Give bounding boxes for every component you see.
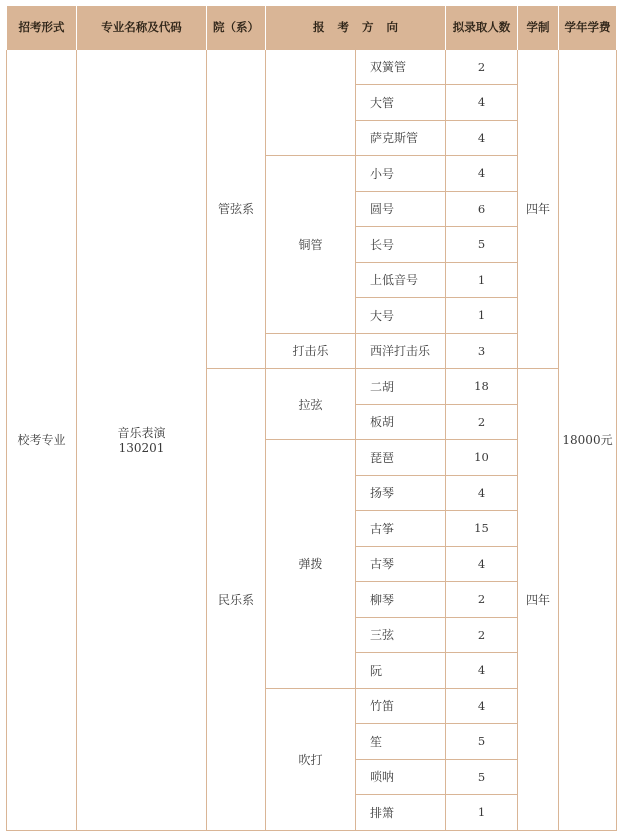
- header-quota: 拟录取人数: [446, 6, 518, 49]
- header-major-name-code: 专业名称及代码: [77, 6, 207, 49]
- direction-cell: 大管: [356, 85, 446, 121]
- direction-cell: 小号: [356, 156, 446, 192]
- direction-cell: 大号: [356, 298, 446, 334]
- direction-cell: 阮: [356, 653, 446, 689]
- quota-cell: 1: [446, 262, 518, 298]
- direction-cell: 板胡: [356, 404, 446, 440]
- direction-cell: 古筝: [356, 511, 446, 547]
- header-direction: 报考方向: [266, 6, 446, 49]
- quota-cell: 4: [446, 546, 518, 582]
- direction-cell: 柳琴: [356, 582, 446, 618]
- quota-cell: 15: [446, 511, 518, 547]
- direction-cell: 长号: [356, 227, 446, 263]
- direction-cell: 三弦: [356, 617, 446, 653]
- direction-cell: 笙: [356, 724, 446, 760]
- direction-cell: 二胡: [356, 369, 446, 405]
- direction-cell: 唢呐: [356, 759, 446, 795]
- direction-cell: 上低音号: [356, 262, 446, 298]
- direction-cell: 竹笛: [356, 688, 446, 724]
- quota-cell: 4: [446, 85, 518, 121]
- quota-cell: 5: [446, 759, 518, 795]
- major-code: 130201: [118, 441, 165, 455]
- quota-cell: 6: [446, 191, 518, 227]
- header-row: [7, 6, 617, 49]
- header-duration: 学制: [518, 6, 559, 49]
- group-cell: 打击乐: [266, 333, 356, 369]
- direction-cell: 圆号: [356, 191, 446, 227]
- quota-cell: 2: [446, 49, 518, 85]
- header-admission-type: 招考形式: [7, 6, 77, 49]
- quota-cell: 4: [446, 653, 518, 689]
- duration-cell: 四年: [518, 49, 559, 369]
- group-cell: 弹拨: [266, 440, 356, 689]
- quota-cell: 10: [446, 440, 518, 476]
- direction-cell: 古琴: [356, 546, 446, 582]
- direction-cell: 琵琶: [356, 440, 446, 476]
- quota-cell: 2: [446, 617, 518, 653]
- department-cell: 管弦系: [207, 49, 266, 369]
- department-cell: 民乐系: [207, 369, 266, 831]
- quota-cell: 2: [446, 582, 518, 618]
- group-cell: [266, 49, 356, 156]
- header-tuition: 学年学费: [559, 6, 617, 49]
- admission-type-cell: 校考专业: [7, 49, 77, 830]
- quota-cell: 1: [446, 298, 518, 334]
- direction-cell: 西洋打击乐: [356, 333, 446, 369]
- direction-cell: 萨克斯管: [356, 120, 446, 156]
- quota-cell: 5: [446, 227, 518, 263]
- group-cell: 铜管: [266, 156, 356, 334]
- tuition-cell: 18000元: [559, 49, 617, 830]
- direction-cell: 双簧管: [356, 49, 446, 85]
- quota-cell: 5: [446, 724, 518, 760]
- group-cell: 吹打: [266, 688, 356, 830]
- quota-cell: 4: [446, 688, 518, 724]
- quota-cell: 4: [446, 120, 518, 156]
- quota-cell: 3: [446, 333, 518, 369]
- duration-cell: 四年: [518, 369, 559, 831]
- quota-cell: 2: [446, 404, 518, 440]
- table-body: [7, 49, 617, 830]
- admission-table: [6, 6, 617, 831]
- table-row: [7, 49, 617, 85]
- quota-cell: 1: [446, 795, 518, 831]
- header-department: 院（系）: [207, 6, 266, 49]
- group-cell: 拉弦: [266, 369, 356, 440]
- major-cell: [77, 49, 207, 830]
- quota-cell: 18: [446, 369, 518, 405]
- major-name: 音乐表演: [117, 426, 166, 440]
- quota-cell: 4: [446, 156, 518, 192]
- direction-cell: 扬琴: [356, 475, 446, 511]
- direction-cell: 排箫: [356, 795, 446, 831]
- quota-cell: 4: [446, 475, 518, 511]
